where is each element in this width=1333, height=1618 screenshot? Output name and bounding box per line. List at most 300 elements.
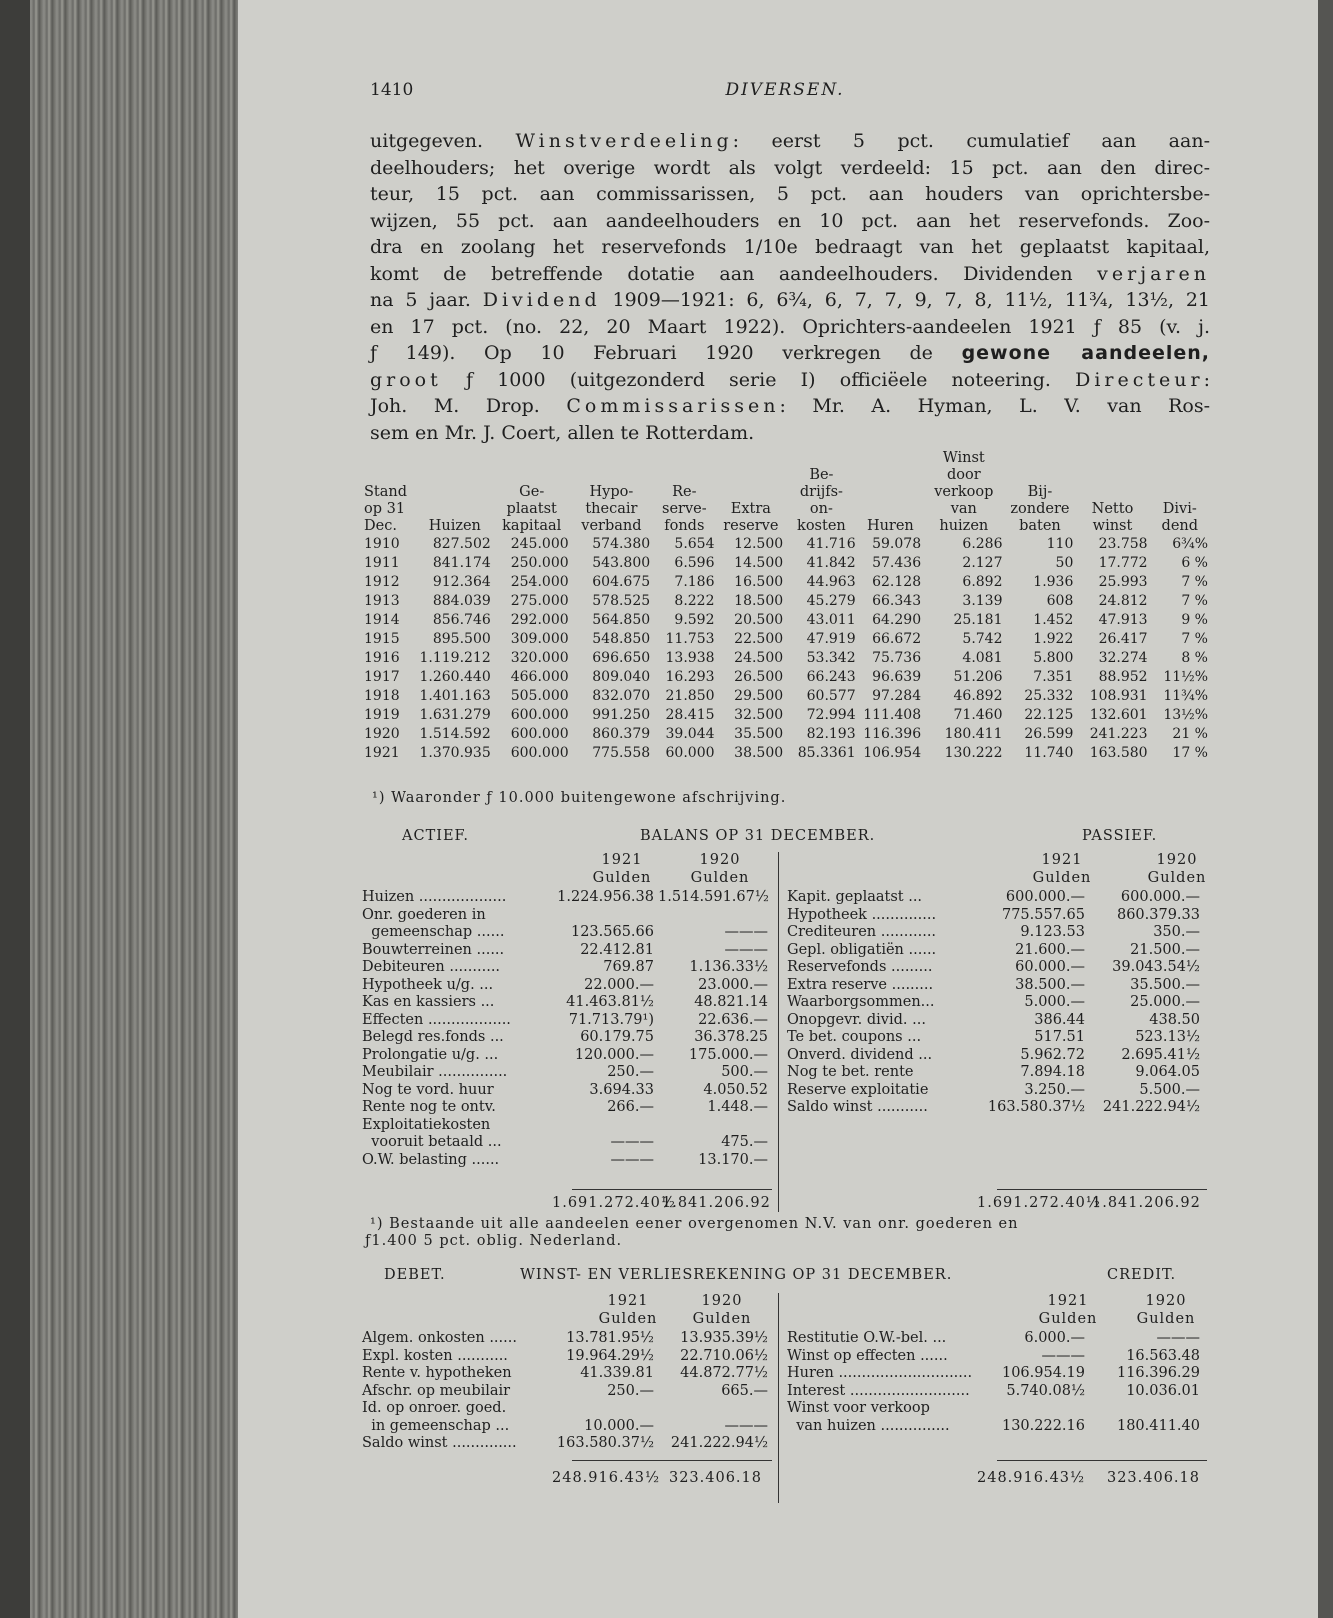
list-item bbox=[787, 1029, 1210, 1047]
item-label: Winst voor verkoop bbox=[787, 1400, 930, 1416]
list-item bbox=[787, 1400, 1210, 1418]
item-value-1920: 475.— bbox=[721, 1134, 768, 1150]
balance-footnote-line-2: ƒ1.400 5 pct. oblig. Nederland. bbox=[365, 1233, 623, 1249]
stats-cell: 574.380 bbox=[592, 536, 651, 552]
balance-col-1920-left: 1920 bbox=[699, 852, 741, 868]
stats-cell: 320.000 bbox=[510, 650, 569, 666]
stats-cell: 241.223 bbox=[1089, 726, 1148, 742]
paragraph-line bbox=[370, 234, 1210, 261]
paragraph-line bbox=[370, 128, 1210, 155]
item-label: gemeenschap ...... bbox=[362, 924, 505, 940]
paragraph-segment: gewone aandeelen, bbox=[961, 342, 1210, 364]
stats-cell: 9.592 bbox=[674, 612, 715, 628]
body-paragraph bbox=[370, 128, 1210, 446]
stats-cell: 1.631.279 bbox=[419, 707, 491, 723]
actief-total-1921: 1.691.272.40½ bbox=[552, 1195, 676, 1211]
stats-cell: 180.411 bbox=[944, 726, 1003, 742]
stats-cell: 82.193 bbox=[806, 726, 856, 742]
list-item bbox=[362, 1152, 772, 1170]
item-value-1920: 13.935.39½ bbox=[680, 1330, 768, 1346]
item-value-1921: ——— bbox=[610, 1151, 654, 1168]
paragraph-line bbox=[370, 393, 1210, 420]
item-value-1920: 10.036.01 bbox=[1126, 1382, 1200, 1399]
profit-loss-divider bbox=[778, 1293, 779, 1503]
page-right-shadow bbox=[1318, 0, 1333, 1618]
item-value-1921: 9.123.53 bbox=[1020, 924, 1085, 940]
credit-total-1920: 323.406.18 bbox=[1106, 1470, 1200, 1486]
balance-sheet bbox=[362, 828, 1210, 1218]
item-label: in gemeenschap ... bbox=[362, 1417, 510, 1434]
list-item bbox=[787, 889, 1210, 907]
passief-total-1920: 1.841.206.92 bbox=[1092, 1195, 1201, 1211]
stats-cell: 1915 bbox=[364, 631, 400, 647]
stats-cell: 47.919 bbox=[806, 631, 856, 647]
item-value-1920: 22.710.06½ bbox=[680, 1347, 768, 1364]
balance-col-1921-left: 1921 bbox=[601, 852, 643, 868]
stats-cell: 11¾% bbox=[1163, 688, 1208, 704]
item-value-1920: 1.514.591.67½ bbox=[658, 889, 769, 905]
stats-cell: 24.500 bbox=[734, 650, 784, 666]
stats-cell: 1914 bbox=[364, 612, 400, 628]
item-value-1920: ——— bbox=[724, 941, 768, 958]
item-value-1921: 106.954.19 bbox=[1001, 1365, 1085, 1381]
item-value-1920: 35.500.— bbox=[1130, 976, 1200, 993]
paragraph-line bbox=[370, 367, 1210, 394]
stats-cell: 44.963 bbox=[806, 574, 856, 590]
balance-col-1921-right: 1921 bbox=[1041, 852, 1083, 868]
item-label: Reservefonds ......... bbox=[787, 959, 933, 975]
item-value-1920: 665.— bbox=[721, 1382, 768, 1399]
stats-cell: 600.000 bbox=[510, 745, 569, 761]
stats-cell: 60.000 bbox=[665, 745, 715, 761]
item-label: Algem. onkosten ...... bbox=[362, 1330, 517, 1346]
paragraph-line bbox=[370, 181, 1210, 208]
stats-cell: 5.654 bbox=[674, 536, 715, 552]
item-label: Saldo winst ........... bbox=[787, 1099, 928, 1115]
stats-cell: 62.128 bbox=[872, 574, 922, 590]
stats-header-cell: Extra reserve bbox=[723, 501, 779, 534]
item-label: Expl. kosten ........... bbox=[362, 1347, 508, 1364]
list-item bbox=[787, 924, 1210, 942]
stats-cell: 254.000 bbox=[510, 574, 569, 590]
book-spine-shadow bbox=[0, 0, 30, 1618]
item-label: Id. op onroer. goed. bbox=[362, 1400, 507, 1416]
stats-cell: 1919 bbox=[364, 707, 400, 723]
stats-cell: 1917 bbox=[364, 669, 400, 685]
stats-cell: 108.931 bbox=[1089, 688, 1148, 704]
list-item bbox=[787, 907, 1210, 925]
item-value-1920: 1.136.33½ bbox=[689, 959, 768, 975]
stats-cell: 88.952 bbox=[1098, 669, 1148, 685]
stats-cell: 53.342 bbox=[806, 650, 856, 666]
table-row bbox=[362, 573, 1210, 592]
stats-cell: 5.800 bbox=[1033, 650, 1074, 666]
stats-cell: 25.332 bbox=[1024, 688, 1074, 704]
item-value-1921: 5.000.— bbox=[1024, 994, 1085, 1010]
credit-title: CREDIT. bbox=[1107, 1267, 1177, 1283]
item-value-1921: 130.222.16 bbox=[1001, 1417, 1085, 1434]
list-item bbox=[362, 1082, 772, 1100]
passief-title: PASSIEF. bbox=[1082, 828, 1158, 844]
stats-cell: 3.139 bbox=[962, 593, 1003, 609]
item-value-1921: 13.781.95½ bbox=[566, 1330, 654, 1346]
list-item bbox=[362, 1365, 772, 1383]
stats-cell: 16.500 bbox=[734, 574, 784, 590]
list-item bbox=[787, 1047, 1210, 1065]
credit-total-rule bbox=[997, 1460, 1207, 1461]
balance-divider bbox=[778, 852, 779, 1212]
balance-unit-1921-right: Gulden bbox=[1032, 870, 1092, 886]
item-value-1920: 241.222.94½ bbox=[1102, 1099, 1200, 1115]
paragraph-segment: Winstverdeeling bbox=[515, 130, 733, 152]
paragraph-segment: Directeur bbox=[1075, 368, 1204, 391]
stats-cell: 250.000 bbox=[510, 555, 569, 571]
stats-cell: 7.351 bbox=[1033, 669, 1074, 685]
item-label: Extra reserve ......... bbox=[787, 976, 934, 993]
balance-unit-1920-right: Gulden bbox=[1147, 870, 1207, 886]
item-value-1920: 48.821.14 bbox=[694, 994, 768, 1010]
item-label: Hypotheek .............. bbox=[787, 906, 937, 923]
stats-cell: 23.758 bbox=[1098, 536, 1148, 552]
item-value-1920: 860.379.33 bbox=[1116, 906, 1200, 923]
stats-cell: 64.290 bbox=[872, 612, 922, 628]
item-value-1921: 775.557.65 bbox=[1001, 906, 1085, 923]
item-value-1921: 163.580.37½ bbox=[556, 1435, 654, 1451]
item-label: Bouwterreinen ...... bbox=[362, 941, 505, 958]
list-item bbox=[787, 1330, 1210, 1348]
list-item bbox=[362, 1047, 772, 1065]
stats-footnote: ¹) Waaronder ƒ 10.000 buitengewone afschrijving. bbox=[372, 790, 787, 806]
stats-cell: 1910 bbox=[364, 536, 400, 552]
item-value-1920: 36.378.25 bbox=[694, 1029, 768, 1045]
paragraph-segment: : bbox=[1203, 368, 1210, 391]
item-label: Interest .......................... bbox=[787, 1382, 970, 1399]
stats-cell: 245.000 bbox=[510, 536, 569, 552]
paragraph-segment: komt de betreffende dotatie aan aandeelhouders. Dividenden bbox=[370, 262, 1098, 285]
item-value-1920: 438.50 bbox=[1149, 1011, 1200, 1028]
item-label: Debiteuren ........... bbox=[362, 959, 501, 975]
item-value-1920: 23.000.— bbox=[698, 976, 768, 993]
stats-cell: 578.525 bbox=[592, 593, 651, 609]
paragraph-segment: teur, 15 pct. aan commissarissen, 5 pct. aan houders van oprichtersbe- bbox=[370, 183, 1210, 205]
stats-cell: 827.502 bbox=[432, 536, 491, 552]
stats-cell: 884.039 bbox=[432, 593, 491, 609]
item-label: Waarborgsommen... bbox=[787, 994, 935, 1010]
stats-cell: 25.181 bbox=[953, 612, 1003, 628]
stats-cell: 1.936 bbox=[1033, 574, 1074, 590]
page-header bbox=[370, 80, 1200, 104]
stats-cell: 7.186 bbox=[674, 574, 715, 590]
item-value-1920: 44.872.77½ bbox=[680, 1365, 768, 1381]
item-value-1920: 180.411.40 bbox=[1116, 1417, 1200, 1434]
actief-title: ACTIEF. bbox=[402, 828, 469, 844]
pl-unit-1921-left: Gulden bbox=[598, 1311, 658, 1327]
item-value-1920: 1.448.— bbox=[707, 1099, 768, 1115]
stats-table bbox=[362, 450, 1210, 763]
stats-cell: 8 % bbox=[1181, 650, 1208, 666]
item-value-1921: 163.580.37½ bbox=[987, 1099, 1085, 1115]
stats-cell: 856.746 bbox=[432, 612, 491, 628]
stats-cell: 7 % bbox=[1181, 593, 1208, 609]
stats-header-cell: Huren bbox=[866, 518, 914, 534]
item-label: Onopgevr. divid. ... bbox=[787, 1011, 926, 1028]
stats-cell: 1.452 bbox=[1033, 612, 1074, 628]
item-label: Huren ............................. bbox=[787, 1365, 973, 1381]
item-value-1921: 71.713.79¹) bbox=[568, 1011, 654, 1028]
pl-unit-1920-right: Gulden bbox=[1136, 1311, 1196, 1327]
list-item bbox=[362, 1435, 772, 1453]
stats-cell: 110 bbox=[1046, 536, 1074, 552]
item-label: Kas en kassiers ... bbox=[362, 994, 495, 1010]
stats-cell: 1.922 bbox=[1033, 631, 1074, 647]
item-value-1920: 523.13½ bbox=[1135, 1029, 1200, 1045]
table-row bbox=[362, 649, 1210, 668]
stats-cell: 22.125 bbox=[1024, 707, 1074, 723]
debet-title: DEBET. bbox=[384, 1267, 446, 1283]
paragraph-segment: uitgegeven. bbox=[370, 130, 516, 152]
stats-cell: 41.716 bbox=[806, 536, 856, 552]
item-value-1921: 3.250.— bbox=[1024, 1081, 1085, 1098]
debet-total-1920: 323.406.18 bbox=[668, 1470, 762, 1486]
item-value-1921: 41.463.81½ bbox=[566, 994, 654, 1010]
paragraph-segment: wijzen, 55 pct. aan aandeelhouders en 10 pct. aan het reservefonds. Zoo- bbox=[370, 209, 1210, 232]
stats-cell: 14.500 bbox=[734, 555, 784, 571]
stats-cell: 543.800 bbox=[592, 555, 651, 571]
stats-cell: 6.892 bbox=[962, 574, 1003, 590]
item-value-1921: 19.964.29½ bbox=[566, 1347, 654, 1364]
stats-cell: 841.174 bbox=[432, 555, 491, 571]
pl-col-1920-left: 1920 bbox=[701, 1293, 743, 1309]
item-value-1921: 7.894.18 bbox=[1020, 1064, 1085, 1080]
list-item bbox=[362, 994, 772, 1012]
item-value-1920: 5.500.— bbox=[1139, 1081, 1200, 1098]
item-value-1921: 123.565.66 bbox=[570, 924, 654, 940]
stats-cell: 564.850 bbox=[592, 612, 651, 628]
stats-cell: 1920 bbox=[364, 726, 400, 742]
item-label: Winst op effecten ...... bbox=[787, 1347, 948, 1364]
item-value-1921: 5.740.08½ bbox=[1006, 1382, 1085, 1399]
stats-cell: 8.222 bbox=[674, 593, 715, 609]
stats-header-cell: Stand op 31 Dec. bbox=[364, 484, 408, 534]
item-value-1921: 769.87 bbox=[603, 959, 654, 975]
stats-cell: 47.913 bbox=[1098, 612, 1148, 628]
debet-total-rule bbox=[572, 1460, 772, 1461]
list-item bbox=[787, 1418, 1210, 1436]
stats-cell: 1.401.163 bbox=[419, 688, 491, 704]
page-title: DIVERSEN. bbox=[725, 80, 845, 100]
item-value-1920: 4.050.52 bbox=[703, 1081, 768, 1098]
stats-header-cell: Netto winst bbox=[1091, 501, 1134, 534]
stats-cell: 43.011 bbox=[806, 612, 856, 628]
stats-header-cell: Bij- zondere baten bbox=[1010, 484, 1070, 534]
balance-unit-1920-left: Gulden bbox=[690, 870, 750, 886]
stats-cell: 130.222 bbox=[944, 745, 1003, 761]
stats-cell: 604.675 bbox=[592, 574, 651, 590]
stats-cell: 991.250 bbox=[592, 707, 651, 723]
item-value-1921: ——— bbox=[1041, 1347, 1085, 1364]
stats-cell: 66.343 bbox=[872, 593, 922, 609]
item-label: van huizen ............... bbox=[787, 1417, 950, 1434]
item-value-1921: 1.224.956.38 bbox=[557, 889, 654, 905]
balance-footnote-line-1: ¹) Bestaande uit alle aandeelen eener overgenomen N.V. van onr. goederen en bbox=[370, 1216, 1019, 1232]
stats-cell: 600.000 bbox=[510, 726, 569, 742]
item-label: Belegd res.fonds ... bbox=[362, 1029, 504, 1045]
item-value-1920: 241.222.94½ bbox=[670, 1435, 768, 1451]
stats-cell: 132.601 bbox=[1089, 707, 1148, 723]
list-item bbox=[787, 942, 1210, 960]
item-label: Meubilair ............... bbox=[362, 1064, 508, 1080]
stats-cell: 466.000 bbox=[510, 669, 569, 685]
item-label: Exploitatiekosten bbox=[362, 1116, 491, 1133]
stats-cell: 1.514.592 bbox=[419, 726, 491, 742]
item-value-1921: 250.— bbox=[607, 1382, 654, 1399]
stats-cell: 21 % bbox=[1172, 726, 1208, 742]
stats-cell: 6 % bbox=[1181, 555, 1208, 571]
credit-total-1921: 248.916.43½ bbox=[977, 1470, 1086, 1486]
item-value-1920: ——— bbox=[1156, 1330, 1200, 1346]
table-row bbox=[362, 554, 1210, 573]
stats-cell: 11.740 bbox=[1024, 745, 1074, 761]
item-value-1921: 266.— bbox=[607, 1099, 654, 1115]
balance-col-1920-right: 1920 bbox=[1156, 852, 1198, 868]
stats-cell: 7 % bbox=[1181, 574, 1208, 590]
stats-cell: 6.286 bbox=[962, 536, 1003, 552]
pl-col-1920-right: 1920 bbox=[1145, 1293, 1187, 1309]
paragraph-line bbox=[370, 208, 1210, 235]
item-value-1921: 60.179.75 bbox=[580, 1029, 654, 1045]
stats-cell: 38.500 bbox=[734, 745, 784, 761]
paragraph-segment: sem en Mr. J. Coert, allen te Rotterdam. bbox=[370, 421, 755, 444]
list-item bbox=[362, 942, 772, 960]
paragraph-segment: Dividend bbox=[482, 289, 601, 311]
stats-cell: 32.500 bbox=[734, 707, 784, 723]
stats-cell: 116.396 bbox=[863, 726, 922, 742]
stats-cell: 29.500 bbox=[734, 688, 784, 704]
stats-cell: 96.639 bbox=[872, 669, 922, 685]
list-item bbox=[362, 1117, 772, 1135]
list-item bbox=[787, 994, 1210, 1012]
stats-cell: 13.938 bbox=[665, 650, 715, 666]
item-label: vooruit betaald ... bbox=[362, 1134, 502, 1150]
item-value-1921: 10.000.— bbox=[584, 1417, 654, 1434]
list-item bbox=[362, 907, 772, 925]
paragraph-segment: deelhouders; het overige wordt als volgt verdeeld: 15 pct. aan den direc- bbox=[370, 156, 1210, 179]
pl-col-1921-left: 1921 bbox=[607, 1293, 649, 1309]
paragraph-line bbox=[370, 340, 1210, 367]
item-label: Te bet. coupons ... bbox=[787, 1029, 922, 1045]
item-value-1920: 350.— bbox=[1153, 924, 1200, 940]
stats-cell: 28.415 bbox=[665, 707, 715, 723]
pl-unit-1921-right: Gulden bbox=[1038, 1311, 1098, 1327]
stats-cell: 600.000 bbox=[510, 707, 569, 723]
list-item bbox=[362, 959, 772, 977]
table-row bbox=[362, 668, 1210, 687]
list-item bbox=[362, 1330, 772, 1348]
stats-cell: 66.672 bbox=[872, 631, 922, 647]
item-value-1920: 13.170.— bbox=[698, 1151, 768, 1168]
actief-total-rule bbox=[572, 1189, 772, 1190]
stats-cell: 45.279 bbox=[806, 593, 856, 609]
item-value-1921: 517.51 bbox=[1034, 1029, 1085, 1045]
stats-cell: 5.742 bbox=[962, 631, 1003, 647]
stats-cell: 41.842 bbox=[806, 555, 856, 571]
list-item bbox=[787, 959, 1210, 977]
stats-cell: 1912 bbox=[364, 574, 400, 590]
stats-cell: 72.994 bbox=[806, 707, 856, 723]
list-item bbox=[787, 1348, 1210, 1366]
stats-cell: 4.081 bbox=[962, 650, 1003, 666]
stats-header-cell: Winst door verkoop van huizen bbox=[934, 450, 994, 534]
item-value-1920: ——— bbox=[724, 1417, 768, 1434]
stats-cell: 75.736 bbox=[872, 650, 922, 666]
stats-cell: 832.070 bbox=[592, 688, 651, 704]
stats-header-cell: Ge- plaatst kapitaal bbox=[502, 484, 562, 534]
stats-cell: 25.993 bbox=[1098, 574, 1148, 590]
item-label: Gepl. obligatiën ...... bbox=[787, 941, 937, 958]
list-item bbox=[362, 924, 772, 942]
paragraph-segment: : Mr. A. Hyman, L. V. van Ros- bbox=[779, 395, 1211, 417]
stats-cell: 7 % bbox=[1181, 631, 1208, 647]
stats-cell: 18.500 bbox=[734, 593, 784, 609]
stats-cell: 1911 bbox=[364, 555, 400, 571]
list-item bbox=[362, 977, 772, 995]
stats-cell: 13½% bbox=[1163, 707, 1208, 723]
actief-list bbox=[362, 889, 772, 1169]
item-label: Reserve exploitatie bbox=[787, 1081, 929, 1098]
item-value-1920: 39.043.54½ bbox=[1112, 959, 1200, 975]
list-item bbox=[362, 1099, 772, 1117]
stats-cell: 17.772 bbox=[1098, 555, 1148, 571]
profit-loss-account bbox=[362, 1267, 1210, 1607]
passief-list bbox=[787, 889, 1210, 1117]
item-label: Crediteuren ............ bbox=[787, 924, 937, 940]
stats-cell: 24.812 bbox=[1098, 593, 1148, 609]
balance-unit-1921-left: Gulden bbox=[592, 870, 652, 886]
list-item bbox=[362, 889, 772, 907]
stats-cell: 59.078 bbox=[872, 536, 922, 552]
table-row bbox=[362, 725, 1210, 744]
item-label: O.W. belasting ...... bbox=[362, 1151, 500, 1168]
stats-cell: 309.000 bbox=[510, 631, 569, 647]
stats-cell: 696.650 bbox=[592, 650, 651, 666]
stats-cell: 895.500 bbox=[432, 631, 491, 647]
stats-cell: 66.243 bbox=[806, 669, 856, 685]
item-label: Rente nog te ontv. bbox=[362, 1099, 496, 1115]
stats-header-cell: Divi- dend bbox=[1161, 501, 1199, 534]
balance-title: BALANS OP 31 DECEMBER. bbox=[640, 828, 876, 844]
item-value-1920: 9.064.05 bbox=[1135, 1064, 1200, 1080]
paragraph-line bbox=[370, 261, 1210, 288]
list-item bbox=[362, 1029, 772, 1047]
table-row bbox=[362, 535, 1210, 554]
stats-cell: 12.500 bbox=[734, 536, 784, 552]
stats-cell: 275.000 bbox=[510, 593, 569, 609]
stats-cell: 860.379 bbox=[592, 726, 651, 742]
stats-cell: 32.274 bbox=[1098, 650, 1148, 666]
stats-cell: 22.500 bbox=[734, 631, 784, 647]
list-item bbox=[787, 1099, 1210, 1117]
paragraph-segment: ƒ 149). Op 10 Februari 1920 verkregen de bbox=[370, 342, 962, 364]
item-label: Restitutie O.W.-bel. ... bbox=[787, 1330, 947, 1346]
pl-unit-1920-left: Gulden bbox=[692, 1311, 752, 1327]
item-label: Nog te vord. huur bbox=[362, 1081, 494, 1098]
item-value-1921: 41.339.81 bbox=[580, 1365, 654, 1381]
item-value-1920: 175.000.— bbox=[688, 1046, 768, 1063]
stats-cell: 548.850 bbox=[592, 631, 651, 647]
stats-cell: 9 % bbox=[1181, 612, 1208, 628]
paragraph-segment: verjaren bbox=[1097, 262, 1210, 285]
item-value-1921: 22.000.— bbox=[584, 976, 654, 993]
